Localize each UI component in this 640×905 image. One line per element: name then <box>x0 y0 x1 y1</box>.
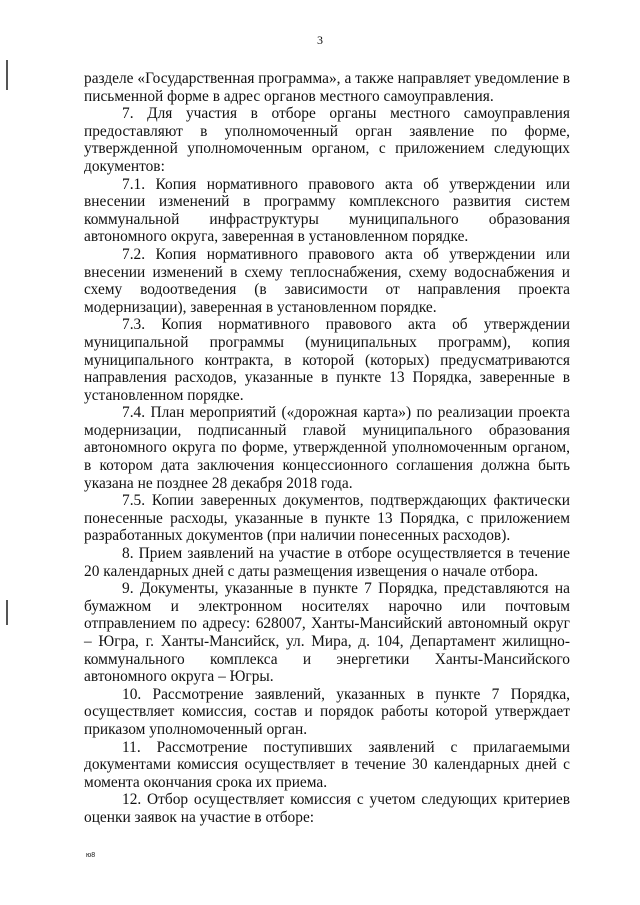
paragraph-7-4: 7.4. План мероприятий («дорожная карта») по реализации проекта модернизации, подписанный главой муниципального образования автономного округа по форме, утвержденной уполномоченным органом, в котором дата заключения концессионного соглашения должна быть указана не позднее 28 декабря 2018 года. <box>84 404 570 492</box>
corner-mark: ю8 <box>86 852 96 859</box>
paragraph-7-5: 7.5. Копии заверенных документов, подтверждающих фактически понесенные расходы, указанные в пункте 13 Порядка, с приложением разработанных документов (при наличии понесенных расходов). <box>84 492 570 545</box>
paragraph-7-1: 7.1. Копия нормативного правового акта об утверждении или внесении изменений в программу комплексного развития систем коммунальной инфраструктуры муниципального образования автономного округа, заверенная в установленном порядке. <box>84 175 570 246</box>
paragraph-12: 12. Отбор осуществляет комиссия с учетом следующих критериев оценки заявок на участие в отборе: <box>84 791 570 826</box>
paragraph-10: 10. Рассмотрение заявлений, указанных в пункте 7 Порядка, осуществляет комиссия, состав и порядок работы которой утверждает приказом уполномоченный орган. <box>84 685 570 738</box>
scan-edge-mark-bottom <box>6 600 8 625</box>
page-number: 3 <box>317 33 323 47</box>
paragraph-7-2: 7.2. Копия нормативного правового акта об утверждении или внесении изменений в схему теплоснабжения, схему водоснабжения и схему водоотведения (в зависимости от направления проекта модернизации), заверенная в установленном порядке. <box>84 245 570 316</box>
scan-edge-mark-top <box>6 60 8 90</box>
paragraph-7: 7. Для участия в отборе органы местного самоуправления предоставляют в уполномоченный орган заявление по форме, утвержденной уполномоченным органом, с приложением следующих документов: <box>84 105 570 175</box>
paragraph-continuation: разделе «Государственная программа», а также направляет уведомление в письменной форме в адрес органов местного самоуправления. <box>84 70 570 105</box>
paragraph-7-3: 7.3. Копия нормативного правового акта об утверждении муниципальной программы (муниципальных программ), копия муниципального контракта, в которой (которых) предусматриваются направления расходов, указанные в пункте 13 Порядка, заверенные в установленном порядке. <box>84 316 570 404</box>
paragraph-8: 8. Прием заявлений на участие в отборе осуществляется в течение 20 календарных дней с даты размещения извещения о начале отбора. <box>84 545 570 580</box>
document-body <box>84 70 570 827</box>
paragraph-11: 11. Рассмотрение поступивших заявлений с прилагаемыми документами комиссия осуществляет в течение 30 календарных дней с момента окончания срока их приема. <box>84 738 570 791</box>
paragraph-9: 9. Документы, указанные в пункте 7 Порядка, представляются на бумажном и электронном носителях нарочно или почтовым отправлением по адресу: 628007, Ханты-Мансийский автономный округ – Югра, г. Ханты-Мансийск, ул. Мира, д. 104, Департамент жилищно-коммунального комплекса и энергетики Ханты-Мансийского автономного округа – Югры. <box>84 580 570 686</box>
